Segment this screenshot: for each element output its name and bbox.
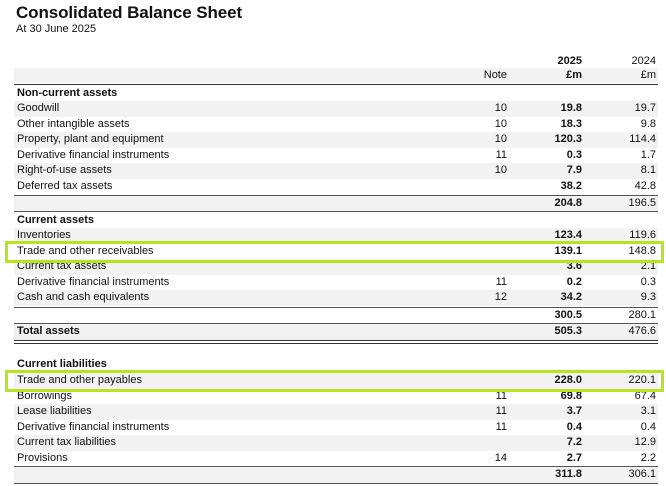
- row-label: Derivative financial instruments: [17, 420, 170, 433]
- page-title: Consolidated Balance Sheet: [16, 3, 243, 22]
- subtotal-row: [14, 308, 658, 324]
- row-value-2025: 139.1: [554, 244, 582, 257]
- page-subtitle: At 30 June 2025: [16, 23, 97, 35]
- table-row: [14, 451, 658, 467]
- row-note: 10: [494, 133, 507, 145]
- row-value-2024: 19.7: [634, 102, 656, 114]
- table-row: [14, 275, 658, 291]
- total-assets-value-2024: 476.6: [628, 325, 656, 337]
- section-heading-current-liabilities: Current liabilities: [17, 358, 107, 370]
- subtotal-value-2024: 306.1: [628, 468, 656, 480]
- table-row: [14, 290, 658, 306]
- section-heading-current-assets: Current assets: [17, 214, 95, 226]
- row-note: 12: [494, 291, 507, 303]
- row-value-2024: 114.4: [629, 133, 656, 145]
- row-value-2025: 2.7: [566, 451, 582, 464]
- total-assets-label: Total assets: [17, 325, 80, 337]
- row-note: 10: [494, 164, 507, 176]
- row-value-2024: 9.8: [640, 117, 656, 130]
- table-row: [14, 163, 658, 179]
- row-label: Trade and other payables: [17, 374, 142, 386]
- row-value-2025: 3.6: [566, 260, 582, 272]
- row-value-2025: 123.4: [554, 229, 582, 241]
- row-value-2025: 0.4: [566, 420, 582, 433]
- subtotal-value-2025: 300.5: [554, 309, 582, 321]
- section-heading-non-current-assets: Non-current assets: [17, 87, 118, 99]
- row-label: Derivative financial instruments: [17, 275, 170, 288]
- row-value-2024: 119.6: [629, 229, 656, 241]
- table-row: [14, 101, 658, 117]
- subtotal-rule: [14, 483, 658, 484]
- highlight-box-receivables: [5, 241, 664, 263]
- row-value-2024: 2.2: [640, 451, 656, 464]
- column-unit-prior: £m: [640, 69, 656, 81]
- row-note: 11: [495, 148, 507, 161]
- row-value-2024: 1.7: [640, 148, 656, 161]
- row-note: 11: [495, 405, 507, 417]
- row-value-2025: 0.2: [566, 275, 582, 288]
- row-value-2025: 7.9: [566, 164, 582, 176]
- column-unit-current: £m: [566, 69, 582, 81]
- subtotal-value-2025: 311.8: [555, 468, 582, 480]
- subtotal-row: [14, 467, 658, 483]
- row-value-2024: 220.1: [628, 374, 656, 386]
- row-label: Derivative financial instruments: [17, 148, 170, 161]
- row-note: 11: [495, 389, 507, 402]
- column-year-prior: 2024: [631, 55, 656, 67]
- total-assets-row: [14, 324, 658, 340]
- row-note: 11: [495, 420, 507, 433]
- row-label: Trade and other receivables: [17, 244, 154, 257]
- table-row: [14, 179, 658, 195]
- row-value-2024: 0.3: [640, 275, 656, 288]
- row-label: Lease liabilities: [17, 405, 92, 417]
- row-value-2024: 3.1: [640, 405, 656, 417]
- row-label: Current tax liabilities: [17, 436, 117, 448]
- row-note: 14: [494, 451, 507, 464]
- row-value-2024: 42.8: [634, 179, 656, 192]
- table-row: [14, 148, 658, 164]
- total-double-rule: [14, 340, 658, 344]
- row-value-2025: 3.7: [566, 405, 582, 417]
- row-label: Other intangible assets: [17, 117, 130, 130]
- row-value-2024: 67.4: [634, 389, 656, 402]
- row-label: Borrowings: [17, 389, 73, 402]
- row-label: Current tax assets: [17, 260, 107, 272]
- header-rule: [14, 84, 658, 85]
- row-value-2025: 19.8: [560, 102, 582, 114]
- table-row: [14, 117, 658, 133]
- row-value-2025: 7.2: [566, 436, 582, 448]
- total-assets-value-2025: 505.3: [554, 325, 582, 337]
- table-row: [14, 420, 658, 436]
- subtotal-value-2025: 204.8: [554, 197, 582, 209]
- row-label: Inventories: [17, 229, 71, 241]
- row-value-2025: 38.2: [560, 179, 582, 192]
- row-label: Goodwill: [17, 102, 60, 114]
- row-value-2025: 0.3: [566, 148, 582, 161]
- row-value-2024: 8.1: [640, 164, 656, 176]
- row-note: 10: [494, 102, 507, 114]
- subtotal-value-2024: 280.1: [628, 309, 656, 321]
- column-note: Note: [483, 69, 507, 81]
- subtotal-row: [14, 196, 658, 212]
- row-value-2025: 18.3: [560, 117, 582, 130]
- row-value-2024: 2.1: [640, 260, 656, 272]
- table-row: [14, 435, 658, 451]
- table-row: [14, 132, 658, 148]
- row-value-2024: 148.8: [628, 244, 656, 257]
- row-label: Property, plant and equipment: [17, 133, 164, 145]
- row-value-2024: 9.3: [640, 291, 656, 303]
- table-row: [14, 404, 658, 420]
- subtotal-rule: [14, 211, 658, 212]
- row-label: Cash and cash equivalents: [17, 291, 150, 303]
- row-value-2024: 0.4: [640, 420, 656, 433]
- row-value-2025: 34.2: [560, 291, 582, 303]
- row-label: Provisions: [17, 451, 68, 464]
- row-value-2025: 120.3: [554, 133, 582, 145]
- column-year-current: 2025: [557, 55, 582, 67]
- row-value-2025: 69.8: [560, 389, 582, 402]
- row-note: 10: [494, 117, 507, 130]
- row-value-2025: 228.0: [554, 374, 582, 386]
- highlight-box-payables: [5, 370, 664, 392]
- row-label: Right-of-use assets: [17, 164, 112, 176]
- row-value-2024: 12.9: [634, 436, 656, 448]
- row-note: 11: [495, 275, 507, 288]
- subtotal-value-2024: 196.5: [628, 197, 656, 209]
- row-label: Deferred tax assets: [17, 179, 113, 192]
